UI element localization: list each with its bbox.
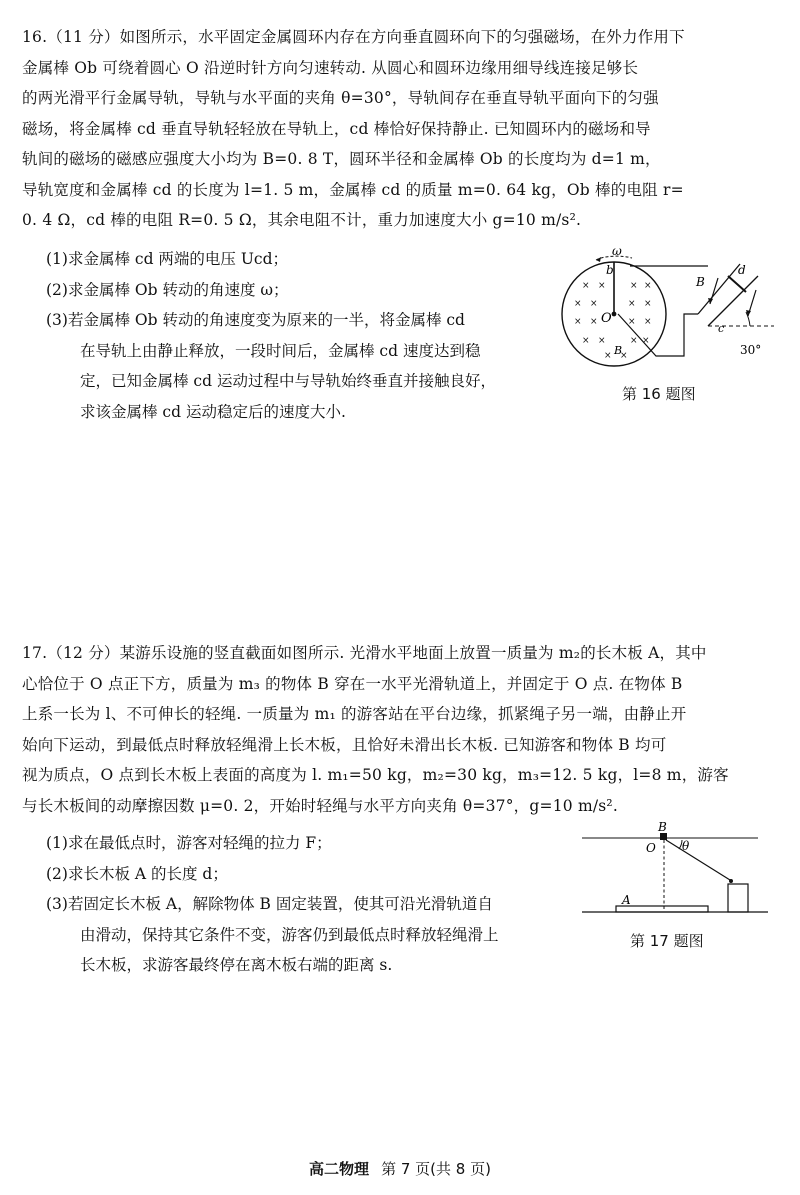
question-17-subquestions (46, 828, 499, 981)
q17-sub-1: (1)求在最低点时，游客对轻绳的拉力 F； (46, 834, 332, 852)
q17-line-2: 心恰位于 O 点正下方，质量为 m₃ 的物体 B 穿在一水平光滑轨道上，并固定于 O 点. 在物体 B (22, 674, 683, 693)
q16-sub-3-cont-3: 求该金属棒 cd 运动稳定后的速度大小. (80, 402, 346, 421)
q16-line-4: 磁场，将金属棒 cd 垂直导轨轻轻放在导轨上，cd 棒恰好保持静止. 已知圆环内的磁场和导 (22, 119, 651, 138)
q16-sub-3-cont-1: 在导轨上由静止释放，一段时间后，金属棒 cd 速度达到稳 (80, 341, 481, 360)
question-16-subquestions (46, 244, 496, 427)
question-17-stem (22, 638, 782, 821)
magnetic-field-marks (574, 281, 652, 361)
svg-text:×: × (620, 351, 628, 361)
label-omega: ω (612, 248, 622, 258)
svg-text:×: × (582, 336, 590, 346)
q17-line-1: 17.（12 分）某游乐设施的竖直截面如图所示. 光滑水平地面上放置一质量为 m₂的长木板 A，其中 (22, 644, 707, 662)
q17-sub-2: (2)求长木板 A 的长度 d； (46, 864, 228, 883)
svg-text:×: × (582, 281, 590, 291)
svg-text:×: × (604, 351, 612, 361)
svg-text:×: × (590, 317, 598, 327)
page-footer (0, 1158, 800, 1179)
svg-text:×: × (644, 281, 652, 291)
figure-16-caption: 第 16 题图 (622, 385, 696, 403)
label-theta: θ (682, 839, 690, 853)
q16-line-2: 金属棒 Ob 可绕着圆心 O 沿逆时针方向匀速转动. 从圆心和圆环边缘用细导线连接足够长 (22, 58, 639, 77)
svg-text:×: × (644, 317, 652, 327)
svg-text:×: × (644, 299, 652, 309)
q16-sub-3-cont-2: 定，已知金属棒 cd 运动过程中与导轨始终垂直并接触良好， (80, 372, 496, 390)
svg-text:×: × (598, 281, 606, 291)
svg-text:×: × (574, 317, 582, 327)
label-O: O (601, 311, 612, 326)
label-c: c (718, 322, 725, 335)
rail-left (698, 264, 740, 314)
svg-text:×: × (630, 281, 638, 291)
center-O (612, 312, 617, 317)
q16-line-5: 轨间的磁场的磁感应强度大小均为 B=0. 8 T，圆环半径和金属棒 Ob 的长度均为 d=1 m， (22, 150, 661, 168)
q16-sub-1: (1)求金属棒 cd 两端的电压 Ucd； (46, 250, 289, 268)
rod-cd (728, 276, 746, 292)
q17-sub-3: (3)若固定长木板 A，解除物体 B 固定装置，使其可沿光滑轨道自 (46, 895, 493, 913)
question-16-stem (22, 22, 782, 236)
label-angle: 30° (740, 343, 762, 357)
q17-line-3: 上系一长为 l、不可伸长的轻绳. 一质量为 m₁ 的游客站在平台边缘，抓紧绳子另一端，由静止开 (22, 705, 687, 723)
label-B-rail: B (696, 275, 705, 289)
label-O: O (646, 841, 656, 855)
svg-text:×: × (574, 299, 582, 309)
q17-line-4: 始向下运动，到最低点时释放轻绳滑上长木板，且恰好未滑出长木板. 已知游客和物体 B 均可 (22, 735, 667, 754)
figure-17-caption: 第 17 题图 (630, 932, 704, 950)
label-b: b (606, 263, 614, 277)
q16-line-7: 0. 4 Ω，cd 棒的电阻 R=0. 5 Ω，其余电阻不计，重力加速度大小 g=10 m/s². (22, 211, 582, 229)
svg-text:×: × (590, 299, 598, 309)
rail-right (708, 276, 758, 326)
q17-sub-3-cont-2: 长木板，求游客最终停在离木板右端的距离 s. (80, 956, 393, 974)
label-d: d (738, 263, 746, 277)
label-B-ring: B (614, 344, 623, 357)
q16-sub-2: (2)求金属棒 Ob 转动的角速度 ω； (46, 280, 289, 299)
q17-sub-3-cont-1: 由滑动，保持其它条件不变，游客仍到最低点时释放轻绳滑上 (80, 925, 499, 944)
q16-line-1: 16.（11 分）如图所示，水平固定金属圆环内存在方向垂直圆环向下的匀强磁场，在外力作用下 (22, 28, 685, 46)
q16-sub-3: (3)若金属棒 Ob 转动的角速度变为原来的一半，将金属棒 cd (46, 311, 465, 329)
visitor (729, 879, 733, 883)
figure-16-diagram (560, 248, 780, 378)
q16-line-6: 导轨宽度和金属棒 cd 的长度为 l=1. 5 m，金属棒 cd 的质量 m=0. 64 kg，Ob 棒的电阻 r= (22, 180, 684, 199)
object-B (660, 833, 667, 840)
svg-text:×: × (598, 336, 606, 346)
rope (666, 840, 730, 880)
figure-17-diagram (576, 820, 786, 922)
label-A: A (622, 893, 631, 907)
footer-subject: 高二物理 (309, 1160, 370, 1178)
svg-text:×: × (628, 317, 636, 327)
q16-line-3: 的两光滑平行金属导轨，导轨与水平面的夹角 θ=30°，导轨间存在垂直导轨平面向下的匀强 (22, 89, 659, 107)
svg-text:×: × (630, 336, 638, 346)
footer-page-number: 第 7 页(共 8 页) (381, 1160, 491, 1178)
svg-text:×: × (628, 299, 636, 309)
q17-line-6: 与长木板间的动摩擦因数 μ=0. 2，开始时轻绳与水平方向夹角 θ=37°，g=10 m/s². (22, 796, 618, 815)
label-B: B (658, 820, 667, 834)
q17-line-5: 视为质点，O 点到长木板上表面的高度为 l. m₁=50 kg，m₂=30 kg，m₃=12. 5 kg，l=8 m，游客 (22, 766, 729, 784)
platform (728, 884, 748, 912)
svg-text:×: × (642, 336, 650, 346)
